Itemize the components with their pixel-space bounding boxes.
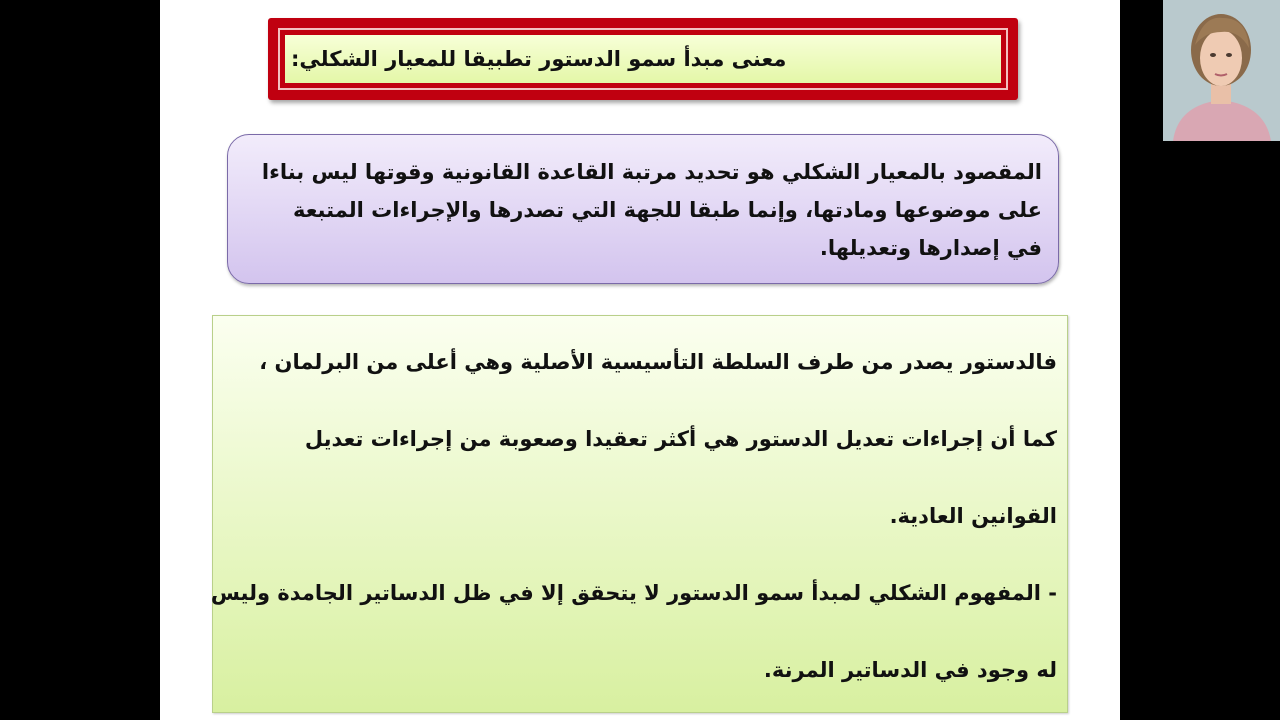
title-frame — [278, 28, 1008, 90]
definition-line: على موضوعها ومادتها، وإنما طبقا للجهة التي تصدرها والإجراءات المتبعة — [292, 198, 1042, 222]
body-line: القوانين العادية. — [889, 504, 1057, 528]
presenter-webcam — [1163, 0, 1280, 141]
body-line: كما أن إجراءات تعديل الدستور هي أكثر تعقيدا وصعوبة من إجراءات تعديل — [304, 427, 1057, 451]
definition-line: في إصدارها وتعديلها. — [819, 236, 1042, 260]
slide-title-box — [268, 18, 1018, 100]
slide-title: معنى مبدأ سمو الدستور تطبيقا للمعيار الشكلي: — [291, 47, 787, 71]
body-line: - المفهوم الشكلي لمبدأ سمو الدستور لا يتحقق إلا في ظل الدساتير الجامدة وليس — [210, 581, 1057, 605]
body-line: فالدستور يصدر من طرف السلطة التأسيسية الأصلية وهي أعلى من البرلمان ، — [259, 350, 1057, 374]
title-fill — [285, 35, 1001, 83]
presenter-image — [1163, 0, 1280, 141]
definition-text — [242, 153, 1042, 267]
body-line: له وجود في الدساتير المرنة. — [763, 658, 1057, 682]
presentation-slide — [160, 0, 1120, 720]
definition-box — [227, 134, 1059, 284]
definition-line: المقصود بالمعيار الشكلي هو تحديد مرتبة القاعدة القانونية وقوتها ليس بناءا — [261, 160, 1042, 184]
body-box — [212, 315, 1068, 713]
